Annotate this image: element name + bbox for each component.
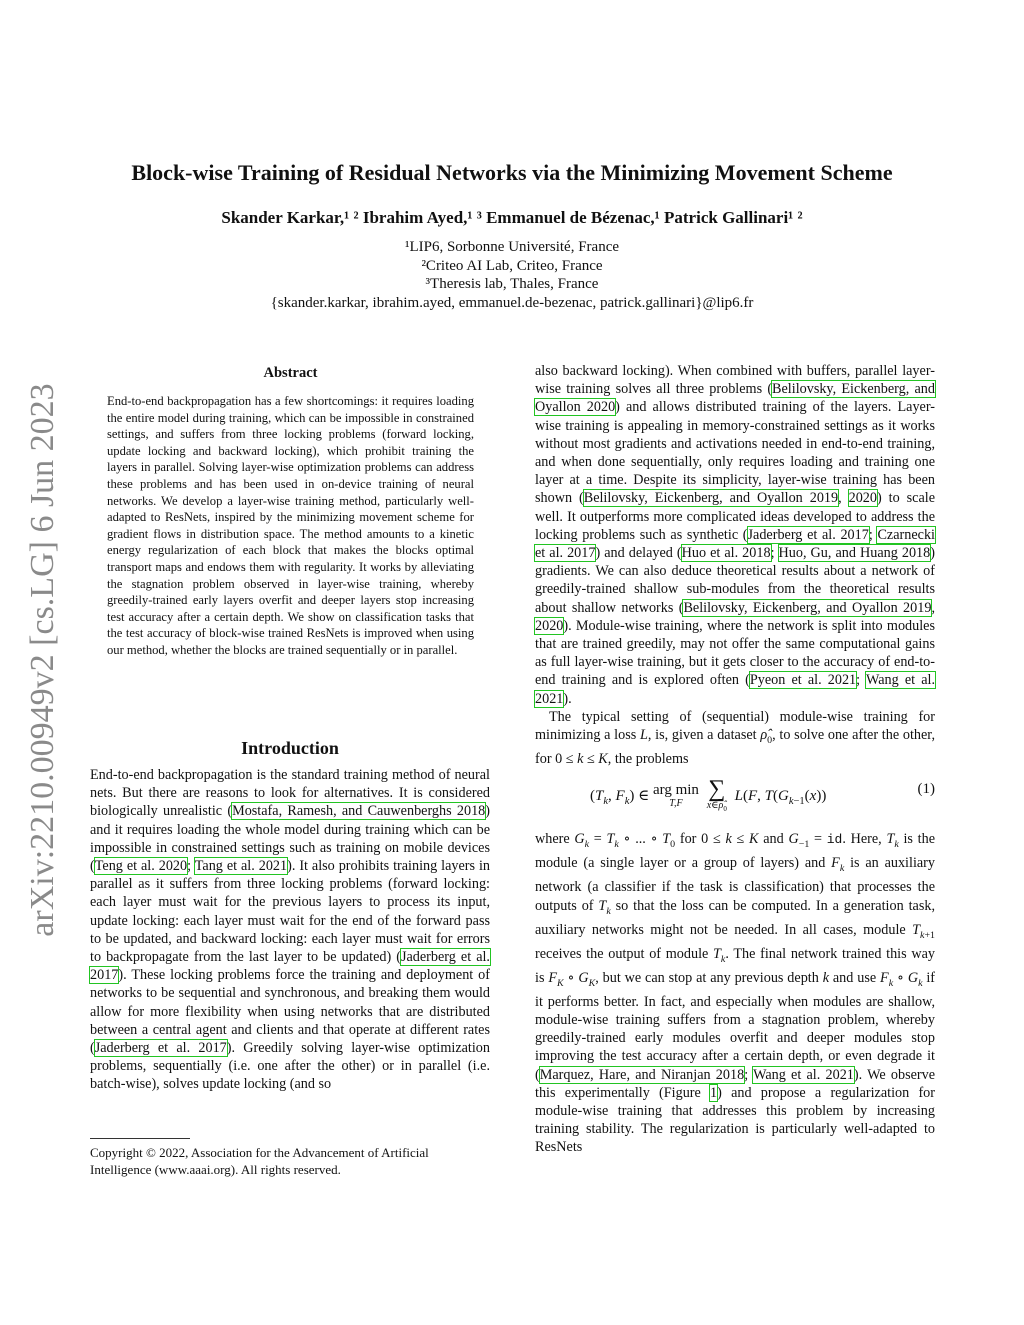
citation-link[interactable]: Pyeon et al. 2021 xyxy=(749,672,857,689)
text-run: End-to-end backpropagation is the standard training method of neural nets. But there are reasons to look for alternatives. It is considered biologically unrealistic ( xyxy=(90,767,490,820)
text-run: , the problems xyxy=(607,751,689,768)
author-list: Skander Karkar,¹ ² Ibrahim Ayed,¹ ³ Emmanuel de Bézenac,¹ Patrick Gallinari¹ ² xyxy=(221,208,803,227)
text-run: ). These locking problems force the training and deployment of networks to be sequential and synchronous, and breaking them would allow for more flexibility when using networks that are distributed between a central agent and clients and that operate at different rates ( xyxy=(90,967,490,1057)
text-run: ) and allows distributed training of the layers. Layer-wise training is appealing in memory-constrained settings as it works without most gradients and activations needed in end-to-end training, and when done sequentially, only requires loading and training one layer at a time. Despite its simplicity, layer-wise training has been shown ( xyxy=(535,399,935,507)
citation-link[interactable]: Jaderberg et al. 2017 xyxy=(90,949,490,984)
citation-link[interactable]: Tang et al. 2021 xyxy=(194,858,288,875)
text-run: ). xyxy=(563,690,572,707)
footnote-rule xyxy=(90,1138,190,1139)
citation-link[interactable]: 2020 xyxy=(535,617,564,634)
text-run: if it performs better. In fact, and especially when modules are shallow, module-wise training suffers from a stagnation problem, whereby greedily-trained early modules overfit and deeper modules stop improving the test accuracy after a certain depth, or even degrade it ( xyxy=(535,969,936,1083)
citation-link[interactable]: Czarnecki et al. 2017 xyxy=(535,526,935,562)
equation-1 xyxy=(535,772,935,824)
copyright-notice: Copyright © 2022, Association for the Advancement of Artificial Intelligence (www.aaai.org). All rights reserved. xyxy=(90,1145,429,1177)
text-run: ) and delayed ( xyxy=(595,545,682,562)
text-run: also backward locking). When combined with buffers, parallel layer-wise training solves all three problems ( xyxy=(535,363,935,398)
text-run: ; xyxy=(187,858,195,875)
text-run: ) to scale well. It outperforms more complicated ideas developed to address the locking problems such as synthetic ( xyxy=(535,490,935,543)
text-run: . The final network trained this way is xyxy=(535,945,935,986)
text-run: ). Module-wise training, where the network is split into modules that are trained greedily, may not offer the same computational gains as full layer-wise training, but it gets closer to the accuracy of end-to-end training and is explored often ( xyxy=(535,617,935,689)
text-run: for xyxy=(679,831,697,848)
text-run: so that the loss can be computed. In a generation task, auxiliary networks might not be needed. In all cases, module xyxy=(535,897,935,938)
right-column-body xyxy=(535,362,935,1157)
citation-link[interactable]: Jaderberg et al. 2017 xyxy=(94,1040,227,1057)
introduction-heading: Introduction xyxy=(241,738,339,758)
text-run: , but we can stop at any previous depth xyxy=(595,969,823,986)
text-run: , to solve one after the other, for xyxy=(535,727,935,768)
text-run: is the module (a single layer or a group of layers) and xyxy=(535,831,935,872)
text-run: ) and it requires loading the whole model during training which can be impossible in constrained settings such as training on mobile devices ( xyxy=(90,803,490,875)
paragraph: also backward locking). When combined with buffers, parallel layer-wise training solves all three problems (Belilovsky, Eickenberg, and Oyallon 2020) and allows distributed training of the layers. Layer-wise training is appealing in memory-constrained settings as it works without most gradients and activations needed in end-to-end training, and when done sequentially, only requires loading and training one layer at a time. Despite its simplicity, layer-wise training has been shown (Belilovsky, Eickenberg, and Oyallon 2019, 2020) to scale well. It outperforms more complicated ideas developed to address the locking problems such as synthetic (Jaderberg et al. 2017; Czarnecki et al. 2017) and delayed (Huo et al. 2018; Huo, Gu, and Huang 2018) gradients. We can also deduce theoretical results about a network of greedily-trained shallow sub-modules from the theoretical results about shallow networks (Belilovsky, Eickenberg, and Oyallon 2019, 2020). Module-wise training, where the network is split into modules that are trained greedily, may not offer the same computational gains as full layer-wise training, but it gets closer to the accuracy of end-to-end training and is explored often (Pyeon et al. 2021; Wang et al. 2021). xyxy=(535,363,936,707)
abstract-heading: Abstract xyxy=(263,365,318,381)
affiliation-2: ²Criteo AI Lab, Criteo, France xyxy=(421,257,603,274)
text-run: and xyxy=(763,831,784,848)
figure-link[interactable]: 1 xyxy=(710,1084,718,1101)
text-run: ) and propose a regularization for module-wise training that addresses this problem by increasing training stability. The regularization is particularly well-adapted to ResNets xyxy=(535,1084,935,1156)
citation-link[interactable]: Belilovsky, Eickenberg, and Oyallon 2020 xyxy=(535,381,935,416)
citation-link[interactable]: 2020 xyxy=(848,490,877,507)
text-run: where xyxy=(535,831,570,848)
equation-number: (1) xyxy=(917,781,935,798)
citation-link[interactable]: Teng et al. 2020 xyxy=(94,858,188,875)
text-run: ). It also prohibits training layers in parallel as it suffers from three locking problems (forward locking: each layer must wait for the previous layers to process its input, update locking: each layer must wait for the end of the forward pass to be updated, and backward locking: each layer must wait for errors to backpropagate from the last layer to be updated) ( xyxy=(90,858,491,966)
citation-link[interactable]: Mostafa, Ramesh, and Cauwenberghs 2018 xyxy=(232,803,486,820)
affiliations xyxy=(0,238,1024,312)
paragraph: The typical setting of (sequential) module-wise training for minimizing a loss L, is, given a dataset $\rhô_0$, to solve one after the other, for 0 ≤ k ≤ K, the problems xyxy=(535,708,935,768)
left-column-body xyxy=(90,766,490,1094)
text-run: and use xyxy=(829,969,881,986)
paragraph: where $G_k = T_k$ ∘ ... ∘ $T_0$ for 0 ≤ k ≤ K and $G_{-1}$ = id. Here, $T_k$ is the module (a single layer or a group of layers) and $F_k$ is an auxiliary network (a classifier if the task is classification) that processes the outputs of $T_k$ so that the loss can be computed. In a generation task, auxiliary networks might not be needed. In all cases, module $T_{k+1}$ receives the output of module $T_k$. The final network trained this way is $F_K$ ∘ $G_K$, but we can stop at any previous depth k and use $F_k$ ∘ $G_k$ if it performs better. In fact, and especially when modules are shallow, module-wise training suffers from a stagnation problem, whereby greedily-trained early modules overfit and deeper modules stop improving the test accuracy after a certain depth, or even degrade it (Marquez, Hare, and Niranjan 2018; Wang et al. 2021). We observe this experimentally (Figure 1) and propose a regularization for module-wise training that addresses this problem by increasing training stability. The regularization is particularly well-adapted to ResNets xyxy=(535,831,936,1156)
text-run: ). Greedily solving layer-wise optimization problems, sequentially (i.e. one after the other) or in parallel (i.e. batch-wise), solves update locking (and so xyxy=(90,1040,490,1093)
text-run: is an auxiliary network (a classifier if the task is classification) that processes the outputs of xyxy=(535,855,935,914)
citation-link[interactable]: Marquez, Hare, and Niranjan 2018 xyxy=(539,1066,745,1083)
intro-paragraph xyxy=(90,766,490,1094)
paper-title: Block-wise Training of Residual Networks via the Minimizing Movement Scheme xyxy=(131,160,893,185)
equation-body: ($T_k$, $F_k$) ∈ arg min T,F ∑ $x\in\rhô_0$ L(F, $T(G_{k-1}(x))$ xyxy=(590,776,827,814)
affiliation-3: ³Theresis lab, Thales, France xyxy=(425,276,599,292)
citation-link[interactable]: Huo et al. 2018 xyxy=(681,545,771,562)
citation-link[interactable]: Wang et al. 2021 xyxy=(535,672,936,707)
text-run: ) gradients. We can also deduce theoretical results about a network of greedily-trained shallow sub-modules from the theoretical results about shallow networks ( xyxy=(535,545,935,616)
citation-link[interactable]: Jaderberg et al. 2017 xyxy=(747,526,869,543)
text-run: The typical setting of (sequential) module-wise training for minimizing a loss xyxy=(535,708,935,744)
abstract-text: End-to-end backpropagation has a few shortcomings: it requires loading the entire model during training, which can be impossible in constrained settings, and suffers from three locking problems (forward locking, update locking and backward locking), which prohibit training the layers in parallel. Solving layer-wise optimization problems can address these problems and has been used in on-device training of neural networks. We develop a layer-wise training method, particularly well-adapted to ResNets, inspired by the minimizing movement scheme for gradient flows in distribution space. The method amounts to a kinetic energy regularization of each block that makes the blocks optimal transport maps and endows them with regularity. It works by alleviating the stagnation problem observed in layer-wise training, whereby greedily-trained early layers overfit and deeper layers stop increasing test accuracy after a certain depth. We show on classification tasks that the test accuracy of block-wise trained ResNets is improved when using our method, whether the blocks are trained sequentially or in parallel. xyxy=(107,394,474,657)
citation-link[interactable]: Belilovsky, Eickenberg, and Oyallon 2019 xyxy=(583,490,839,507)
text-run: . Here, xyxy=(842,831,887,848)
affiliation-1: ¹LIP6, Sorbonne Université, France xyxy=(404,239,620,255)
citation-link[interactable]: Belilovsky, Eickenberg, and Oyallon 2019 xyxy=(683,599,932,616)
arxiv-sidebar-stamp: arXiv:2210.00949v2 [cs.LG] 6 Jun 2023 xyxy=(24,383,61,937)
citation-link[interactable]: Wang et al. 2021 xyxy=(753,1066,854,1083)
text-run: , is, given a dataset xyxy=(647,727,761,744)
citation-link[interactable]: Huo, Gu, and Huang 2018 xyxy=(778,545,931,562)
author-emails: {skander.karkar, ibrahim.ayed, emmanuel.de-bezenac, patrick.gallinari}@lip6.fr xyxy=(270,294,754,311)
text-run: receives the output of module xyxy=(535,945,714,962)
text-run: ). We observe this experimentally (Figure xyxy=(535,1066,936,1101)
